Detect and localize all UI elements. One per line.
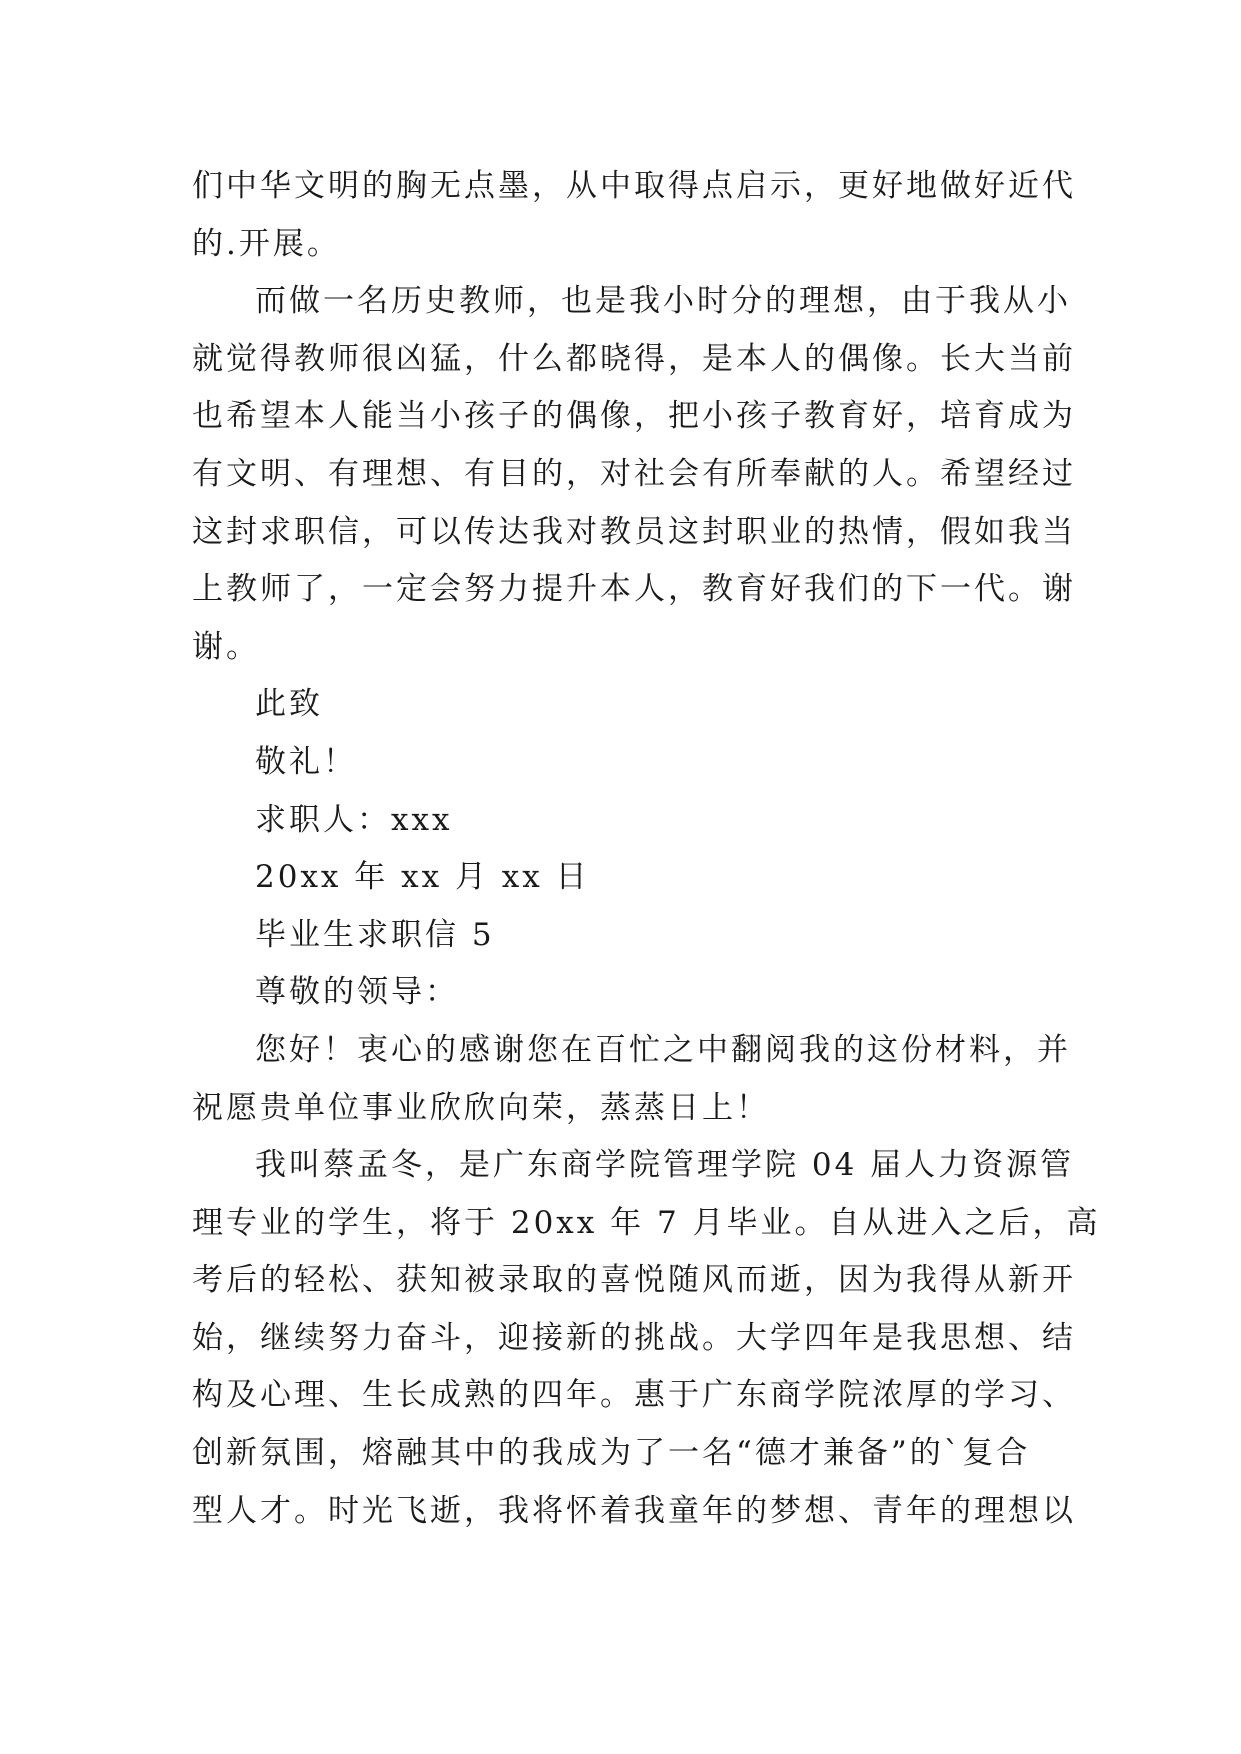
text-line: 们中华文明的胸无点墨，从中取得点启示，更好地做好近代: [192, 168, 1076, 204]
text-line: 创新氛围，熔融其中的我成为了一名“德才兼备”的`复合: [192, 1435, 1031, 1472]
letter-body: [192, 158, 1101, 1540]
text-line: 而做一名历史教师，也是我小时分的理想，由于我从小: [255, 283, 1071, 320]
text-line: 尊敬的领导：: [255, 974, 459, 1011]
text-line: 祝愿贵单位事业欣欣向荣，蒸蒸日上！: [192, 1089, 770, 1126]
text-line: 毕业生求职信 5: [255, 916, 495, 953]
text-line: 的.开展。: [192, 225, 341, 262]
text-line: 谢。: [192, 628, 260, 665]
text-line: 您好！衷心的感谢您在百忙之中翻阅我的这份材料，并: [255, 1031, 1071, 1068]
text-line: 构及心理、生长成熟的四年。惠于广东商学院浓厚的学习、: [192, 1377, 1076, 1414]
text-line: 始，继续努力奋斗，迎接新的挑战。大学四年是我思想、结: [192, 1319, 1076, 1356]
text-line: 就觉得教师很凶猛，什么都晓得，是本人的偶像。长大当前: [192, 340, 1076, 377]
text-line: 有文明、有理想、有目的，对社会有所奉献的人。希望经过: [192, 455, 1076, 492]
text-line: 这封求职信，可以传达我对教员这封职业的热情，假如我当: [192, 513, 1076, 550]
text-line: 敬礼！: [255, 743, 357, 780]
text-line: 理专业的学生，将于 20xx 年 7 月毕业。自从进入之后，高: [192, 1204, 1101, 1241]
text-line: 上教师了，一定会努力提升本人，教育好我们的下一代。谢: [192, 571, 1076, 608]
text-line: 求职人：xxx: [255, 801, 453, 838]
text-line: 我叫蔡孟冬，是广东商学院管理学院 04 届人力资源管: [255, 1147, 1075, 1184]
text-line: 型人才。时光飞逝，我将怀着我童年的梦想、青年的理想以: [192, 1492, 1076, 1529]
text-line: 也希望本人能当小孩子的偶像，把小孩子教育好，培育成为: [192, 398, 1076, 435]
text-line: 此致: [255, 686, 323, 723]
text-line: 20xx 年 xx 月 xx 日: [255, 859, 590, 896]
text-line: 考后的轻松、获知被录取的喜悦随风而逝，因为我得从新开: [192, 1262, 1076, 1299]
